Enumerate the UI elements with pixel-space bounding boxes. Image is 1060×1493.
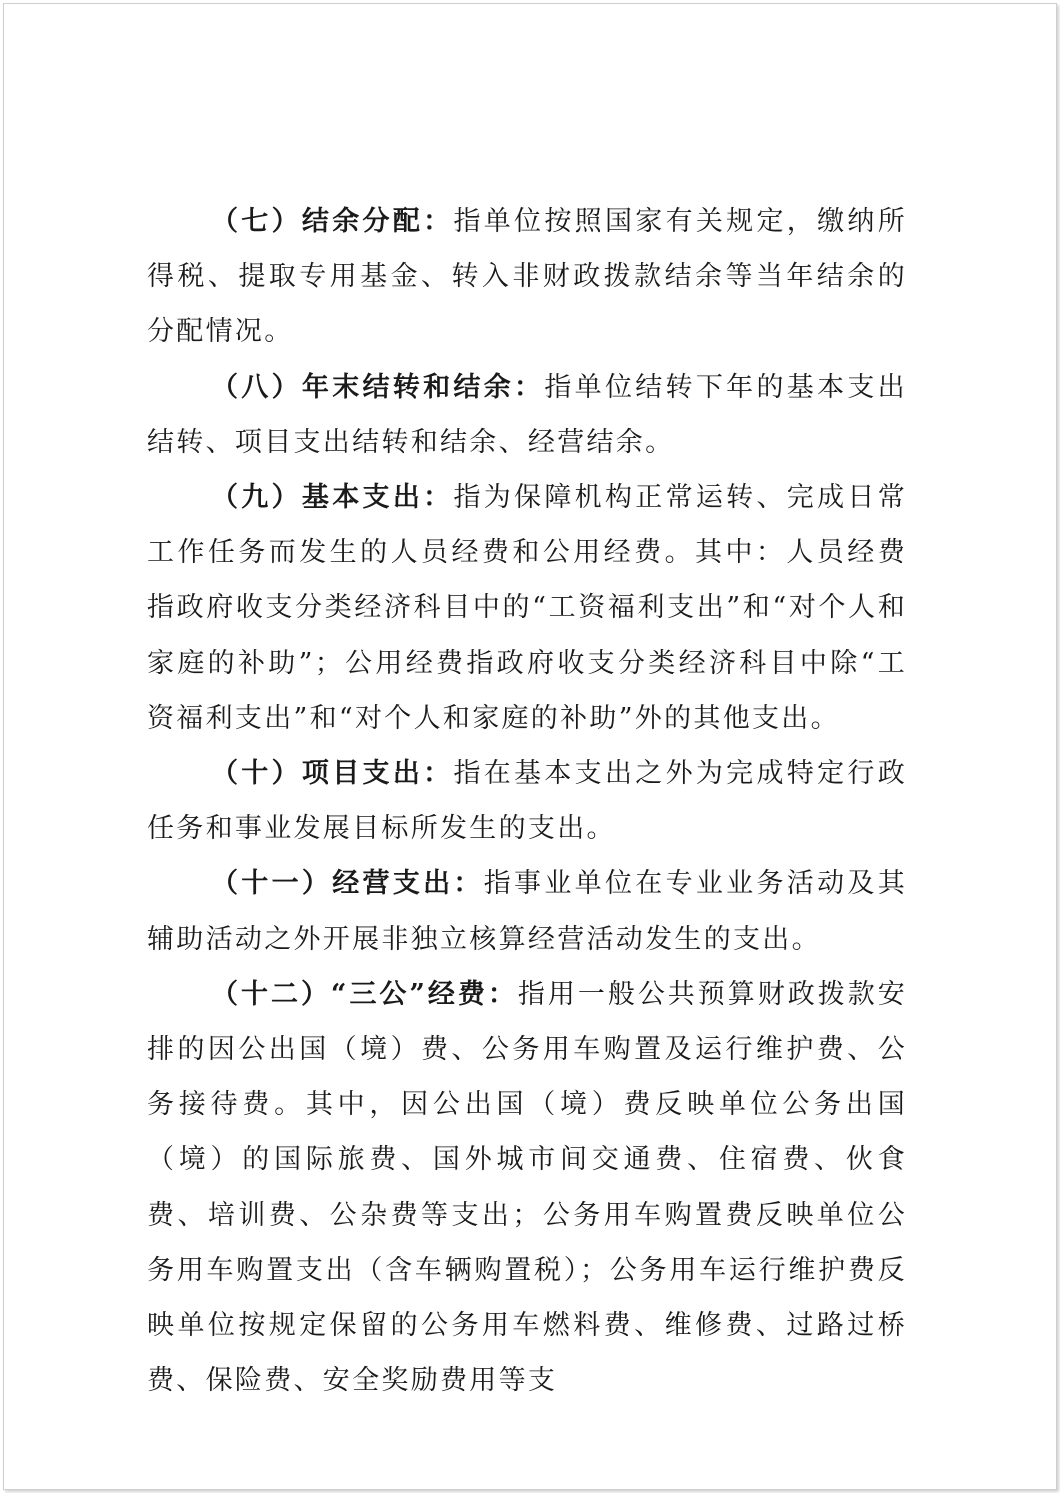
paragraph-term: （十）项目支出： bbox=[211, 758, 454, 790]
paragraph-text: 指在基本支出之外为完成特定行政任务和事业发展目标所发生的支出。 bbox=[147, 758, 907, 845]
paragraph-text: 指单位按照国家有关规定，缴纳所得税、提取专用基金、转入非财政拨款结余等当年结余的分配情况。 bbox=[147, 206, 907, 348]
paragraph-term: （七）结余分配： bbox=[211, 206, 454, 237]
paragraph-operating-expenditure bbox=[147, 856, 907, 966]
paragraph-term: （八）年末结转和结余： bbox=[211, 371, 545, 403]
paragraph-project-expenditure bbox=[147, 746, 907, 856]
paragraph-text: 指单位结转下年的基本支出结转、项目支出结转和结余、经营结余。 bbox=[147, 371, 907, 458]
paragraph-three-public-expenses bbox=[147, 967, 907, 1409]
document-page bbox=[3, 3, 1057, 1490]
paragraph-term: （十二）“三公”经费： bbox=[211, 978, 518, 1010]
paragraph-text: 指事业单位在专业业务活动及其辅助活动之外开展非独立核算经营活动发生的支出。 bbox=[147, 868, 908, 955]
paragraph-year-end-carryover bbox=[147, 360, 907, 470]
paragraph-term: （十一）经营支出： bbox=[211, 868, 484, 900]
paragraph-text: 指为保障机构正常运转、完成日常工作任务而发生的人员经费和公用经费。其中：人员经费指政府收支分类经济科目中的“工资福利支出”和“对个人和家庭的补助”；公用经费指政府收支分类经济科目中除“工资福利支出”和“对个人和家庭的补助”外的其他支出。 bbox=[147, 482, 907, 734]
paragraph-surplus-distribution bbox=[147, 194, 907, 360]
document-body bbox=[147, 194, 907, 1408]
paragraph-basic-expenditure bbox=[147, 470, 907, 746]
paragraph-term: （九）基本支出： bbox=[211, 482, 454, 514]
paragraph-text: 指用一般公共预算财政拨款安排的因公出国（境）费、公务用车购置及运行维护费、公务接待费。其中，因公出国（境）费反映单位公务出国（境）的国际旅费、国外城市间交通费、住宿费、伙食费、培训费、公杂费等支出；公务用车购置费反映单位公务用车购置支出（含车辆购置税）；公务用车运行维护费反映单位按规定保留的公务用车燃料费、维修费、过路过桥费、保险费、安全奖励费用等支 bbox=[147, 978, 907, 1397]
